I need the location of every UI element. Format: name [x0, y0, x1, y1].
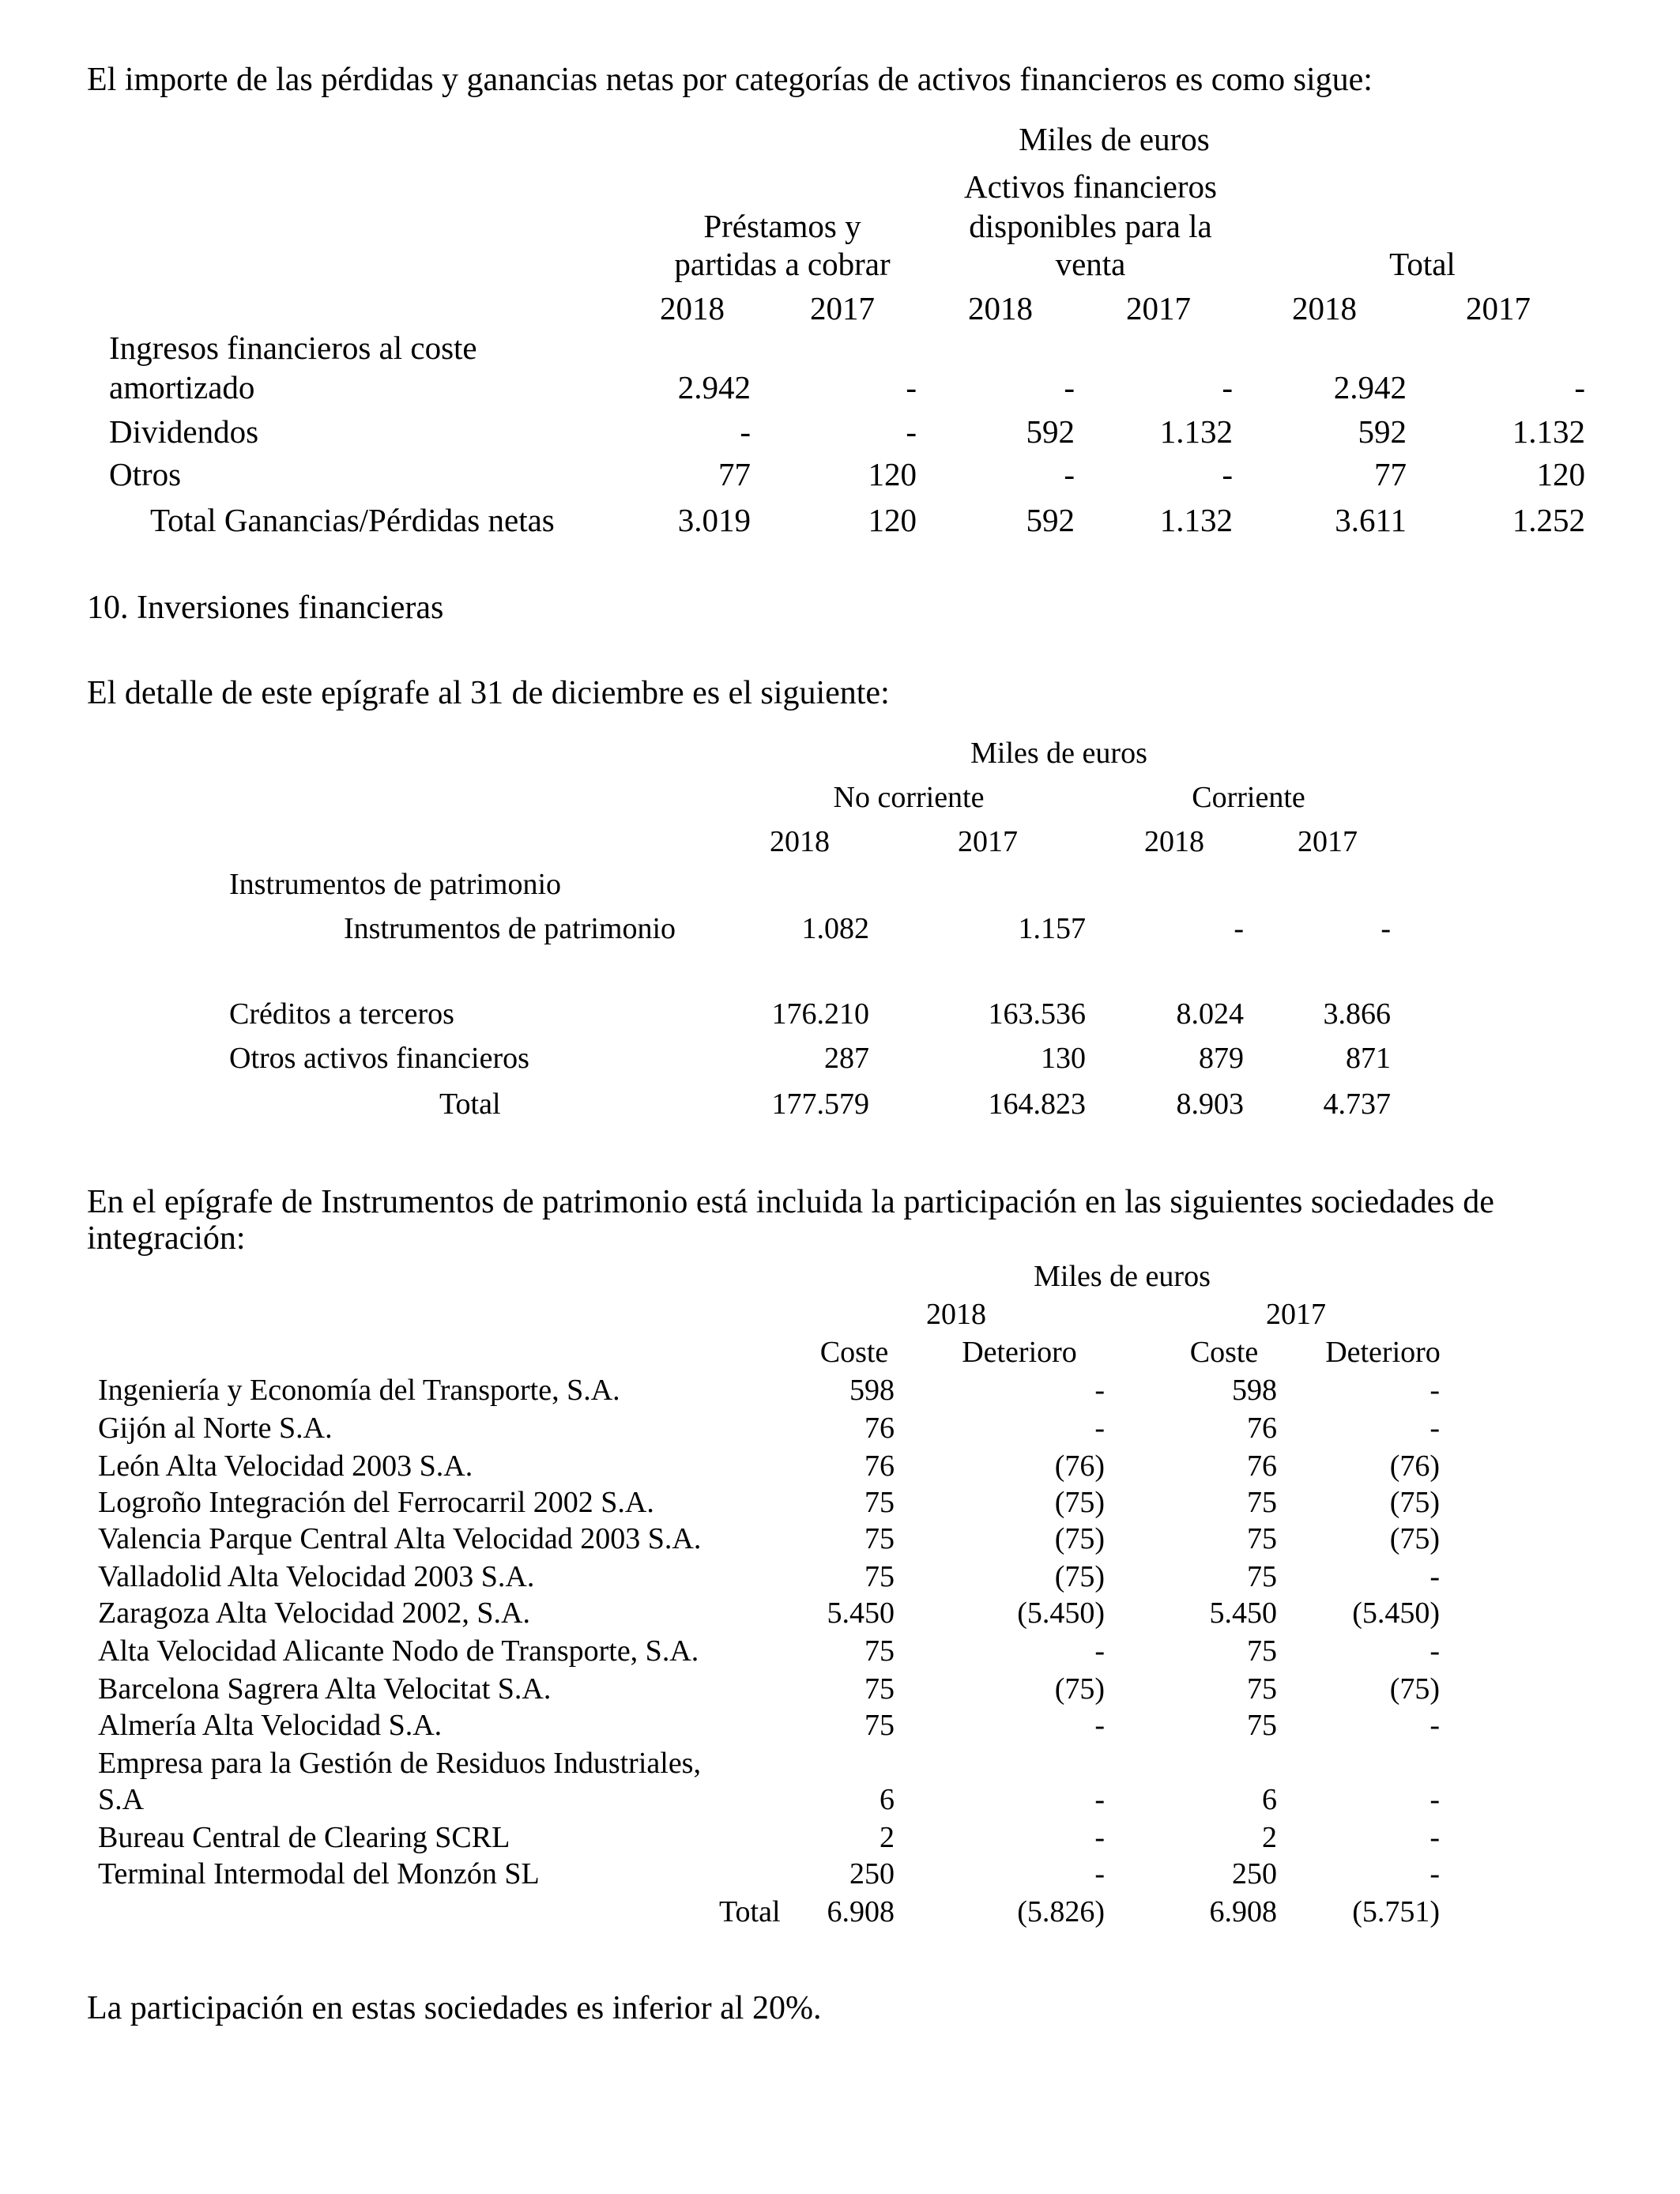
t2-year-header: 2018 [770, 825, 830, 858]
t2-cell: 879 [1199, 1042, 1244, 1075]
t1-cell: 77 [1374, 456, 1407, 492]
t1-unit-header: Miles de euros [1019, 121, 1210, 157]
t1-group-afs-line2: disponibles para la [969, 208, 1212, 244]
t2-cell: - [1381, 912, 1391, 945]
t3-subheader: Deterioro [1325, 1336, 1441, 1369]
t2-unit-header: Miles de euros [970, 737, 1147, 770]
t1-cell: 592 [1358, 413, 1407, 450]
t2-year-header: 2018 [1144, 825, 1204, 858]
t3-row-label: Almería Alta Velocidad S.A. [98, 1709, 443, 1742]
t3-subheader: Coste [819, 1336, 889, 1369]
t2-row-label: Instrumentos de patrimonio [344, 912, 676, 945]
t1-row-label: Dividendos [109, 413, 259, 450]
t1-row-label: Otros [109, 456, 182, 492]
intro-paragraph-1: El importe de las pérdidas y ganancias netas por categorías de activos financieros es como sigue: [87, 62, 1373, 98]
t1-cell: - [1222, 369, 1233, 405]
t3-cell: 2 [880, 1821, 895, 1854]
t2-cell: 287 [824, 1042, 869, 1075]
t2-cell: 871 [1346, 1042, 1391, 1075]
t3-row-label: Valencia Parque Central Alta Velocidad 2003 S.A. [98, 1522, 702, 1555]
t3-row-label: Bureau Central de Clearing SCRL [98, 1821, 510, 1854]
t3-cell: (5.450) [1352, 1596, 1440, 1630]
t3-cell: 75 [864, 1634, 895, 1668]
t1-year-header: 2018 [660, 290, 725, 326]
t2-row-label: Créditos a terceros [229, 997, 454, 1031]
t1-row-label: amortizado [109, 369, 255, 405]
t2-group-header: No corriente [833, 781, 985, 814]
intro-paragraph-2: El detalle de este epígrafe al 31 de diciembre es el siguiente: [87, 675, 890, 711]
t3-cell: 6.908 [1209, 1895, 1277, 1928]
t1-cell: - [906, 369, 917, 405]
t2-total-label: Total [439, 1088, 501, 1121]
closing-paragraph: La participación en estas sociedades es inferior al 20%. [87, 1990, 822, 2026]
t1-cell: 1.252 [1512, 502, 1585, 538]
t3-cell: (75) [1054, 1560, 1105, 1593]
t3-year-header: 2018 [926, 1298, 986, 1331]
t2-cell: 176.210 [771, 997, 869, 1031]
t3-row-label: Valladolid Alta Velocidad 2003 S.A. [98, 1560, 535, 1593]
t2-cell: 3.866 [1323, 997, 1391, 1031]
t1-cell: - [1064, 369, 1075, 405]
t3-cell: - [1430, 1374, 1440, 1407]
t3-cell: 75 [1247, 1634, 1277, 1668]
t3-subheader: Coste [1189, 1336, 1259, 1369]
t1-cell: 2.942 [677, 369, 751, 405]
t3-total-label: Total [719, 1895, 781, 1928]
t3-cell: 6.908 [827, 1895, 895, 1928]
t1-cell: - [906, 413, 917, 450]
t1-cell: 592 [1026, 413, 1075, 450]
t1-cell: 120 [868, 502, 917, 538]
t1-cell: - [1222, 456, 1233, 492]
t3-cell: - [1430, 1560, 1440, 1593]
t1-total-label: Total Ganancias/Pérdidas netas [150, 502, 555, 538]
t3-cell: 75 [864, 1486, 895, 1519]
t2-cell: 177.579 [771, 1088, 869, 1121]
t3-cell: (75) [1054, 1486, 1105, 1519]
t3-cell: 598 [1232, 1374, 1277, 1407]
t3-cell: (75) [1389, 1672, 1440, 1706]
t3-cell: - [1094, 1821, 1105, 1854]
t1-cell: 1.132 [1159, 413, 1233, 450]
t3-row-label: Alta Velocidad Alicante Nodo de Transporte, S.A. [98, 1634, 699, 1668]
t3-row-label: León Alta Velocidad 2003 S.A. [98, 1449, 473, 1483]
t1-year-header: 2018 [1292, 290, 1357, 326]
t3-row-label: Logroño Integración del Ferrocarril 2002 S.A. [98, 1486, 654, 1519]
t1-cell: 2.942 [1333, 369, 1407, 405]
t3-cell: 76 [1247, 1412, 1277, 1445]
t2-cell: 8.024 [1176, 997, 1244, 1031]
t3-cell: - [1094, 1857, 1105, 1891]
t3-cell: 598 [849, 1374, 895, 1407]
t2-cell: 164.823 [988, 1088, 1086, 1121]
t2-group-label: Instrumentos de patrimonio [229, 868, 562, 901]
t2-year-header: 2017 [1298, 825, 1358, 858]
t3-cell: - [1094, 1783, 1105, 1816]
t2-cell: 8.903 [1176, 1088, 1244, 1121]
section-title: 10. Inversiones financieras [87, 590, 444, 626]
t3-cell: 75 [864, 1709, 895, 1742]
t1-year-header: 2017 [1466, 290, 1531, 326]
intro-paragraph-3-line2: integración: [87, 1220, 246, 1257]
t1-cell: 3.611 [1335, 502, 1407, 538]
t3-cell: (75) [1054, 1672, 1105, 1706]
t3-cell: - [1430, 1634, 1440, 1668]
t1-cell: 592 [1026, 502, 1075, 538]
t3-cell: (5.751) [1352, 1895, 1440, 1928]
t3-cell: - [1094, 1634, 1105, 1668]
t1-cell: - [740, 413, 751, 450]
t1-group-total: Total [1389, 246, 1456, 282]
t3-cell: 75 [1247, 1486, 1277, 1519]
t1-cell: - [1574, 369, 1585, 405]
t3-cell: (76) [1389, 1449, 1440, 1483]
t3-cell: 75 [864, 1560, 895, 1593]
t3-cell: 75 [864, 1672, 895, 1706]
t3-cell: 6 [880, 1783, 895, 1816]
t1-cell: 3.019 [677, 502, 751, 538]
t1-cell: 120 [868, 456, 917, 492]
t3-cell: - [1430, 1709, 1440, 1742]
t3-unit-header: Miles de euros [1034, 1260, 1211, 1293]
t3-cell: 5.450 [1209, 1596, 1277, 1630]
t3-cell: - [1430, 1821, 1440, 1854]
t3-cell: 75 [1247, 1709, 1277, 1742]
t1-cell: 120 [1536, 456, 1585, 492]
t1-year-header: 2017 [810, 290, 875, 326]
t2-cell: - [1234, 912, 1244, 945]
t1-group-loans-line2: partidas a cobrar [674, 246, 891, 282]
t3-cell: 76 [864, 1449, 895, 1483]
t1-year-header: 2018 [968, 290, 1033, 326]
t3-cell: - [1430, 1857, 1440, 1891]
t3-cell: (76) [1054, 1449, 1105, 1483]
t2-year-header: 2017 [958, 825, 1018, 858]
t3-cell: 76 [864, 1412, 895, 1445]
t3-row-label: Terminal Intermodal del Monzón SL [98, 1857, 540, 1891]
t3-cell: 76 [1247, 1449, 1277, 1483]
t1-row-label: Ingresos financieros al coste [109, 330, 477, 366]
t2-group-header: Corriente [1192, 781, 1305, 814]
t1-cell: 1.132 [1159, 502, 1233, 538]
t1-group-afs-line1: Activos financieros [964, 168, 1217, 205]
t3-cell: - [1094, 1709, 1105, 1742]
t3-cell: - [1430, 1783, 1440, 1816]
t3-cell: 5.450 [827, 1596, 895, 1630]
t3-cell: (75) [1389, 1486, 1440, 1519]
t3-row-label: S.A [98, 1783, 145, 1816]
t3-cell: 75 [1247, 1672, 1277, 1706]
t2-cell: 4.737 [1323, 1088, 1391, 1121]
t2-cell: 1.082 [801, 912, 869, 945]
intro-paragraph-3-line1: En el epígrafe de Instrumentos de patrimonio está incluida la participación en las siguientes sociedades de [87, 1184, 1494, 1220]
t3-cell: (5.826) [1017, 1895, 1105, 1928]
t3-row-label: Empresa para la Gestión de Residuos Industriales, [98, 1747, 701, 1780]
t3-cell: 75 [1247, 1560, 1277, 1593]
t3-cell: - [1094, 1374, 1105, 1407]
t3-cell: 75 [864, 1522, 895, 1555]
t3-cell: 6 [1262, 1783, 1277, 1816]
t1-year-header: 2017 [1126, 290, 1191, 326]
t3-cell: 2 [1262, 1821, 1277, 1854]
t3-cell: - [1430, 1412, 1440, 1445]
t3-cell: (75) [1389, 1522, 1440, 1555]
t2-cell: 1.157 [1018, 912, 1086, 945]
t2-cell: 130 [1041, 1042, 1086, 1075]
t1-cell: - [1064, 456, 1075, 492]
t3-row-label: Barcelona Sagrera Alta Velocitat S.A. [98, 1672, 552, 1706]
t2-cell: 163.536 [988, 997, 1086, 1031]
t3-cell: - [1094, 1412, 1105, 1445]
t1-cell: 1.132 [1512, 413, 1585, 450]
t3-cell: 250 [1232, 1857, 1277, 1891]
t1-group-afs-line3: venta [1055, 246, 1126, 282]
t3-year-header: 2017 [1266, 1298, 1326, 1331]
t3-row-label: Ingeniería y Economía del Transporte, S.A. [98, 1374, 620, 1407]
t1-group-loans-line1: Préstamos y [703, 208, 861, 244]
t3-row-label: Zaragoza Alta Velocidad 2002, S.A. [98, 1596, 530, 1630]
t3-subheader: Deterioro [962, 1336, 1077, 1369]
t1-cell: 77 [718, 456, 751, 492]
t3-cell: 250 [849, 1857, 895, 1891]
t3-cell: (75) [1054, 1522, 1105, 1555]
t3-row-label: Gijón al Norte S.A. [98, 1412, 333, 1445]
t3-cell: (5.450) [1017, 1596, 1105, 1630]
t3-cell: 75 [1247, 1522, 1277, 1555]
t2-row-label: Otros activos financieros [229, 1042, 529, 1075]
